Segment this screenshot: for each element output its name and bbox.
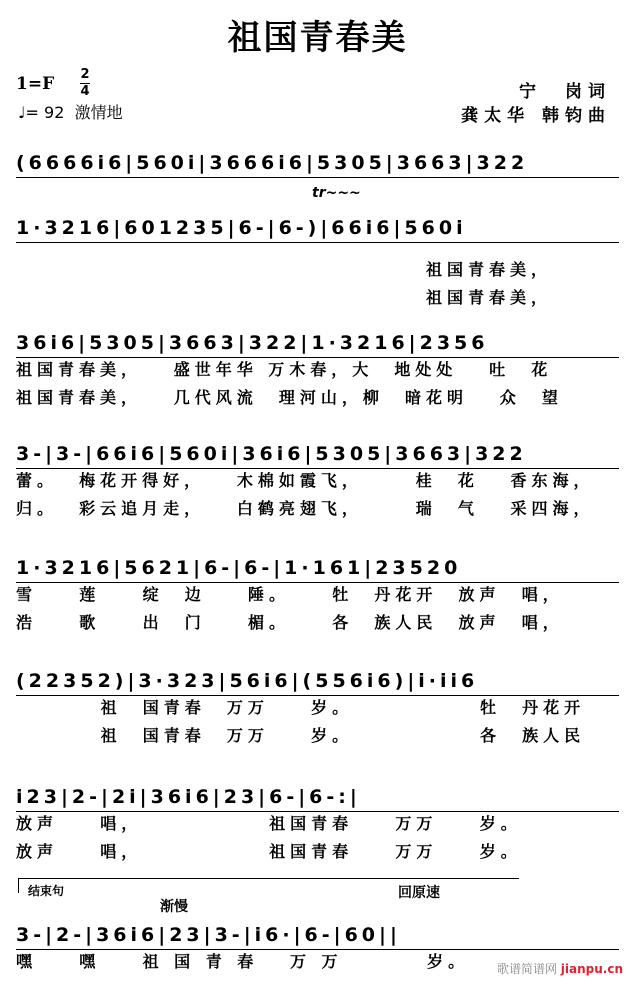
lyrics-verse-2: 归。 彩云追月走， 白鹤亮翅飞， 瑞 气 采四海， [16, 499, 595, 518]
notes-line: (22352)|3·323|56i6|(556i6)|i·ii6 [16, 670, 479, 692]
notes-line: 1·3216|5621|6-|6-|1·161|23520 [16, 557, 462, 579]
lyrics-verse-1: 放声 唱， 祖国青春 万万 岁。 [16, 814, 522, 833]
system-3 [16, 330, 619, 412]
notes-line: 3-|3-|66i6|560i|36i6|5305|3663|322 [16, 443, 527, 465]
composer: 龚太华 韩钧曲 [461, 106, 611, 126]
a-tempo-mark: 回原速 [398, 885, 440, 901]
lyrics-verse-2: 祖 国青春 万万 岁。 各 族人民 [16, 726, 586, 745]
lyrics-verse-2: 浩 歌 出 门 楣。 各 族人民 放声 唱， [16, 613, 564, 632]
tempo-value: = 92 [25, 103, 65, 122]
lyrics-verse-1: 嘿 嘿 祖 国 青 春 万 万 岁。 [16, 952, 470, 971]
quarter-note-icon: ♩ [18, 103, 26, 122]
ritardando-mark: 渐慢 [160, 899, 188, 915]
system-2 [16, 215, 619, 241]
system-7 [16, 784, 619, 866]
tempo-marking [18, 100, 123, 123]
time-top: 2 [80, 67, 90, 82]
lyrics-verse-2: 祖国青春美， 几代风流 理河山，柳 暗花明 众 望 [16, 388, 563, 407]
lyrics-verse-1: 祖国青春美， [426, 260, 553, 279]
system-2-lyrics [426, 256, 616, 312]
tempo-expression: 激情地 [74, 103, 123, 122]
lyrics-verse-1: 雪 莲 绽 边 陲。 牡 丹花开 放声 唱， [16, 585, 564, 604]
watermark [497, 960, 623, 977]
lyrics-verse-1: 祖国青春美， 盛世年华 万木春，大 地处处 吐 花 [16, 360, 553, 379]
trill-mark: tr~~~ [312, 185, 361, 201]
system-4 [16, 441, 619, 523]
system-6 [16, 668, 619, 750]
lyrics-verse-2: 祖国青春美， [426, 288, 553, 307]
notes-line: (6666i6|560i|3666i6|5305|3663|322 [16, 152, 529, 174]
time-bottom: 4 [80, 84, 90, 99]
time-signature [80, 68, 90, 99]
key-signature: 1=F [16, 74, 55, 94]
credits [461, 80, 611, 128]
song-title: 祖国青春美 [227, 18, 408, 58]
notes-line: i23|2-|2i|36i6|23|6-|6-:| [16, 786, 361, 808]
ending-label: 结束句 [28, 884, 65, 898]
lyricist: 宁 岗词 [519, 82, 611, 102]
notes-line: 3-|2-|36i6|23|3-|i6·|6-|60|| [16, 924, 401, 946]
system-1 [16, 150, 619, 176]
lyrics-verse-1: 蕾。 梅花开得好， 木棉如霞飞， 桂 花 香东海， [16, 471, 595, 490]
system-5 [16, 555, 619, 637]
notes-line: 36i6|5305|3663|322|1·3216|2356 [16, 332, 489, 354]
lyrics-verse-1: 祖 国青春 万万 岁。 牡 丹花开 [16, 698, 586, 717]
notes-line: 1·3216|601235|6-|6-)|66i6|560i [16, 217, 467, 239]
lyrics-verse-2: 放声 唱， 祖国青春 万万 岁。 [16, 842, 522, 861]
watermark-domain: jianpu.cn [560, 962, 623, 976]
watermark-site: 歌谱简谱网 [496, 962, 557, 976]
ending-bracket [18, 878, 519, 893]
